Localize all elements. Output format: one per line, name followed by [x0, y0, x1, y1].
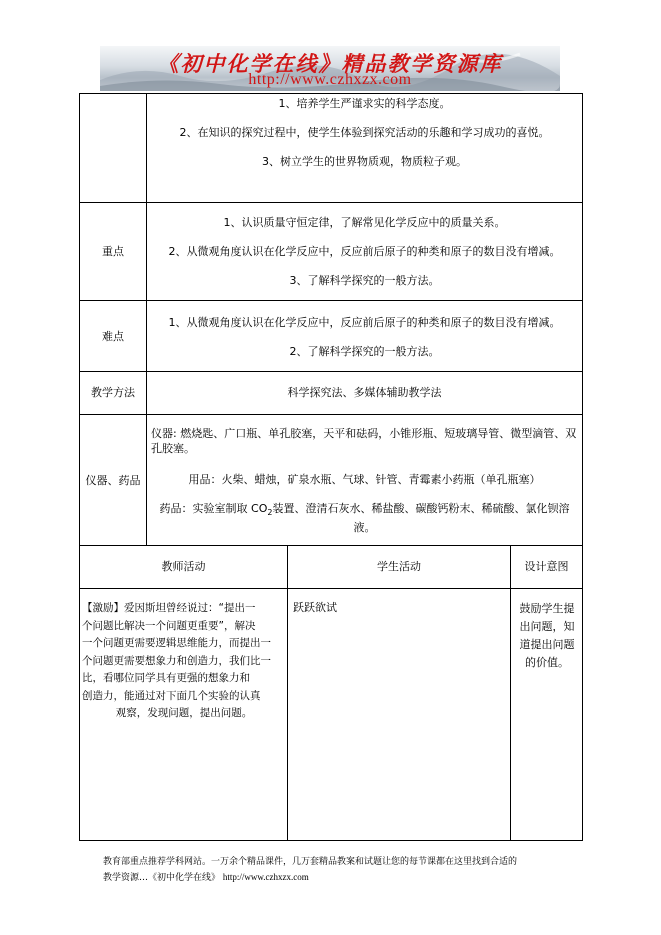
- drugs-line1: 装置、澄清石灰水、稀盐酸、碳酸钙粉末、稀硫酸、氯化钡溶: [272, 502, 570, 515]
- drugs-subscript: 2: [267, 508, 273, 518]
- footer-url-link[interactable]: http://www.czhxzx.com: [222, 872, 309, 882]
- footer-line1: 教育部重点推荐学科网站。一万余个精品课件，几万套精品教案和试题让您的每节课都在这里找到合适的: [103, 857, 518, 867]
- teacher-line: 创造力，能通过对下面几个实验的认真: [82, 689, 261, 702]
- goal-item: 2、在知识的探究过程中，使学生体验到探究活动的乐趣和学习成功的喜悦。: [179, 126, 550, 139]
- key-point-item: 1、认识质量守恒定律，了解常见化学反应中的质量关系。: [223, 216, 506, 229]
- page-footer: [103, 855, 573, 886]
- intent-line: 的价值。: [525, 656, 569, 669]
- teacher-line: 个问题比解决一个问题更重要”，解决: [82, 619, 256, 632]
- student-activity: 跃跃欲试: [293, 601, 337, 614]
- key-point-item: 2、从微观角度认识在化学反应中，反应前后原子的种类和原子的数目没有增减。: [168, 245, 561, 258]
- difficulties-content: [147, 315, 582, 359]
- drugs-text: [147, 501, 582, 535]
- key-points-content: [147, 215, 582, 288]
- drugs-prefix: 药品：实验室制取 CO: [159, 502, 268, 515]
- teacher-line: 【激励】爱因斯坦曾经说过：“提出一: [82, 602, 256, 614]
- banner-url: http://www.czhxzx.com: [248, 71, 412, 88]
- goals-content: [147, 96, 582, 169]
- intent-line: 鼓励学生提: [519, 602, 575, 615]
- instruments-text: 仪器: 燃烧匙、广口瓶、单孔胶塞，天平和砝码，小锥形瓶、短玻璃导管、微型滴管、双孔胶塞。: [151, 427, 577, 455]
- teacher-line: 比，看哪位同学具有更强的想象力和: [82, 672, 250, 684]
- header-student: 学生活动: [377, 560, 421, 573]
- difficulty-item: 2、了解科学探究的一般方法。: [289, 345, 440, 358]
- drugs-line: [147, 501, 582, 520]
- key-points-label: 重点: [102, 245, 124, 258]
- difficulty-item: 1、从微观角度认识在化学反应中，反应前后原子的种类和原子的数目没有增减。: [168, 316, 561, 329]
- method-label: 教学方法: [91, 386, 135, 399]
- footer-prefix: 教学资源…《初中化学在线》: [103, 873, 221, 883]
- teacher-line: 观察，发现问题，提出问题。: [115, 707, 253, 719]
- difficulties-label: 难点: [102, 330, 124, 343]
- header-intent: 设计意图: [524, 560, 569, 573]
- equipment-label: 仪器、药品: [85, 474, 141, 487]
- intent-line: 出问题，知: [519, 620, 575, 633]
- supplies-text: 用品：火柴、蜡烛，矿泉水瓶、气球、针管、青霉素小药瓶（单孔瓶塞）: [188, 473, 541, 486]
- goal-item: 3、树立学生的世界物质观，物质粒子观。: [262, 155, 467, 168]
- key-point-item: 3、了解科学探究的一般方法。: [289, 274, 440, 287]
- teacher-activity: [82, 600, 286, 723]
- footer-line2: [103, 870, 573, 886]
- teacher-line: 个问题更需要想象力和创造力，我们比一: [82, 654, 271, 667]
- header-teacher: 教师活动: [161, 560, 206, 573]
- method-value: 科学探究法、多媒体辅助教学法: [287, 386, 442, 399]
- intent-line: 道提出问题: [519, 638, 575, 651]
- drugs-line2: 液。: [353, 521, 376, 535]
- goal-item: 1、培养学生严谨求实的科学态度。: [278, 97, 451, 110]
- teacher-line: 一个问题更需要逻辑思维能力，而提出一: [82, 637, 271, 649]
- design-intent: [513, 600, 581, 672]
- banner-title: 《初中化学在线》精品教学资源库: [157, 51, 503, 76]
